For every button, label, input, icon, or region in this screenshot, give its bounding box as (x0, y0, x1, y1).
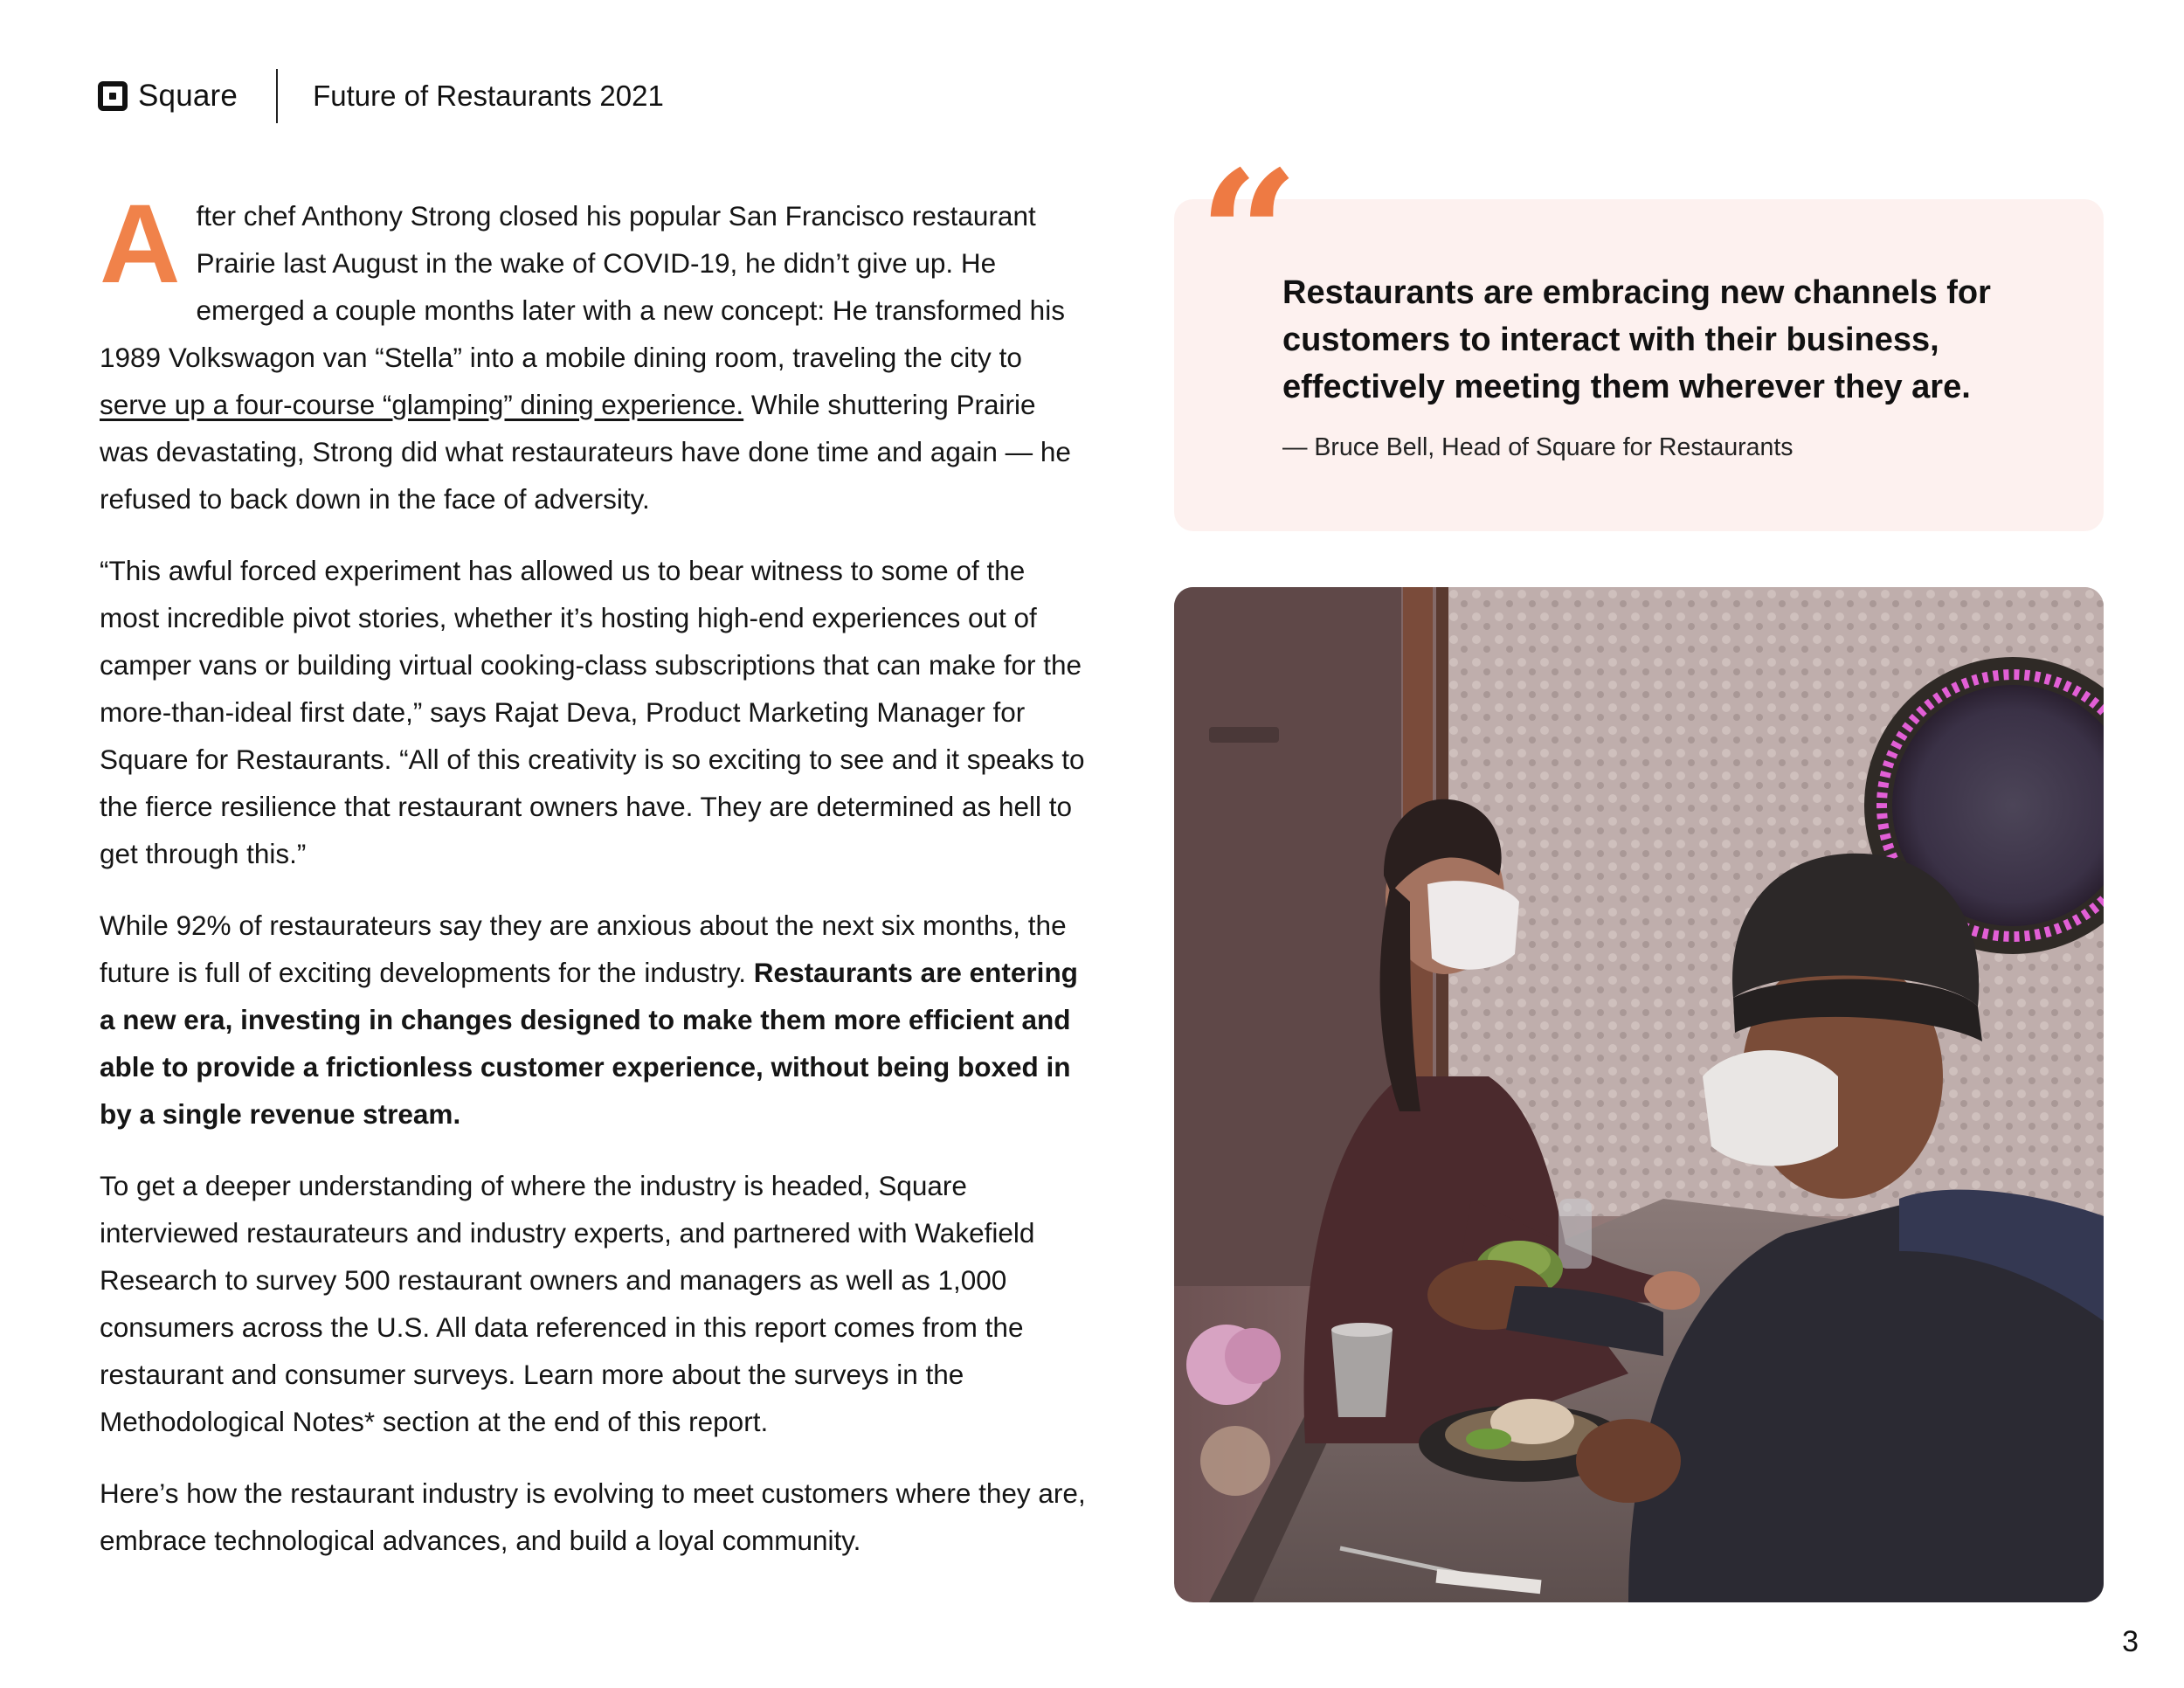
paragraph-conclusion: Here’s how the restaurant industry is evolving to meet customers where they are, embrace technological advances, and build a loyal community. (100, 1477, 1086, 1556)
report-title: Future of Restaurants 2021 (313, 80, 664, 112)
header-divider (276, 69, 278, 123)
page-header (98, 68, 664, 124)
pull-quote-text: Restaurants are embracing new channels for customers to interact with their business, effectively meeting them wherever they are. (1282, 274, 1991, 405)
square-logo (98, 79, 238, 114)
drop-cap: A (100, 182, 181, 307)
paragraph-intro-text-a: fter chef Anthony Strong closed his popular San Francisco restaurant Prairie last August in the wake of COVID-19, he didn’t give up. He emerged a couple months later with a new concept: He transformed his 1989 Volkswagon van “Stella” into a mobile dining room, traveling the city to (100, 200, 1065, 373)
article-body (100, 182, 1087, 1588)
paragraph-research: To get a deeper understanding of where the industry is headed, Square interviewed restaurateurs and industry experts, and partnered with Wakefield Research to survey 500 restaurant owners and managers as well as 1,000 consumers across the U.S. All data referenced in this report comes from the restaurant and consumer surveys. Learn more about the surveys in the Methodological Notes* section at the end of this report. (100, 1170, 1035, 1437)
paragraph-future-bold: Restaurants are entering a new era, investing in changes designed to make them more efficient and able to provide a frictionless customer experience, without being boxed in by a single revenue stream. (100, 957, 1078, 1130)
glamping-experience-link[interactable]: serve up a four-course “glamping” dining experience. (100, 389, 744, 420)
square-logo-icon (98, 81, 128, 111)
paragraph-future (100, 902, 1087, 1138)
pull-quote-card (1174, 199, 2104, 531)
page-number: 3 (2122, 1625, 2139, 1658)
pull-quote-attribution: — Bruce Bell, Head of Square for Restaurants (1282, 433, 1794, 461)
paragraph-intro (100, 182, 1087, 522)
restaurant-photo-illustration (1174, 587, 2104, 1602)
paragraph-quote-rajat: “This awful forced experiment has allowed us to bear witness to some of the most incredible pivot stories, whether it’s hosting high-end experiences out of camper vans or building virtual cooking-class subscriptions that can make for the more-than-ideal first date,” says Rajat Deva, Product Marketing Manager for Square for Restaurants. “All of this creativity is so exciting to see and it speaks to the fierce resilience that restaurant owners have. They are determined as hell to get through this.” (100, 555, 1085, 869)
paragraph-future-text: While 92% of restaurateurs say they are anxious about the next six months, the future is full of exciting developments for the industry. (100, 910, 1067, 988)
restaurant-photo (1174, 587, 2104, 1602)
logo-text: Square (138, 79, 238, 113)
paragraph-intro-text-b: While shuttering Prairie was devastating, Strong did what restaurateurs have done time and again — he refused to back down in the face of adversity. (100, 389, 1071, 515)
quote-mark-icon: “ (1199, 133, 1300, 338)
